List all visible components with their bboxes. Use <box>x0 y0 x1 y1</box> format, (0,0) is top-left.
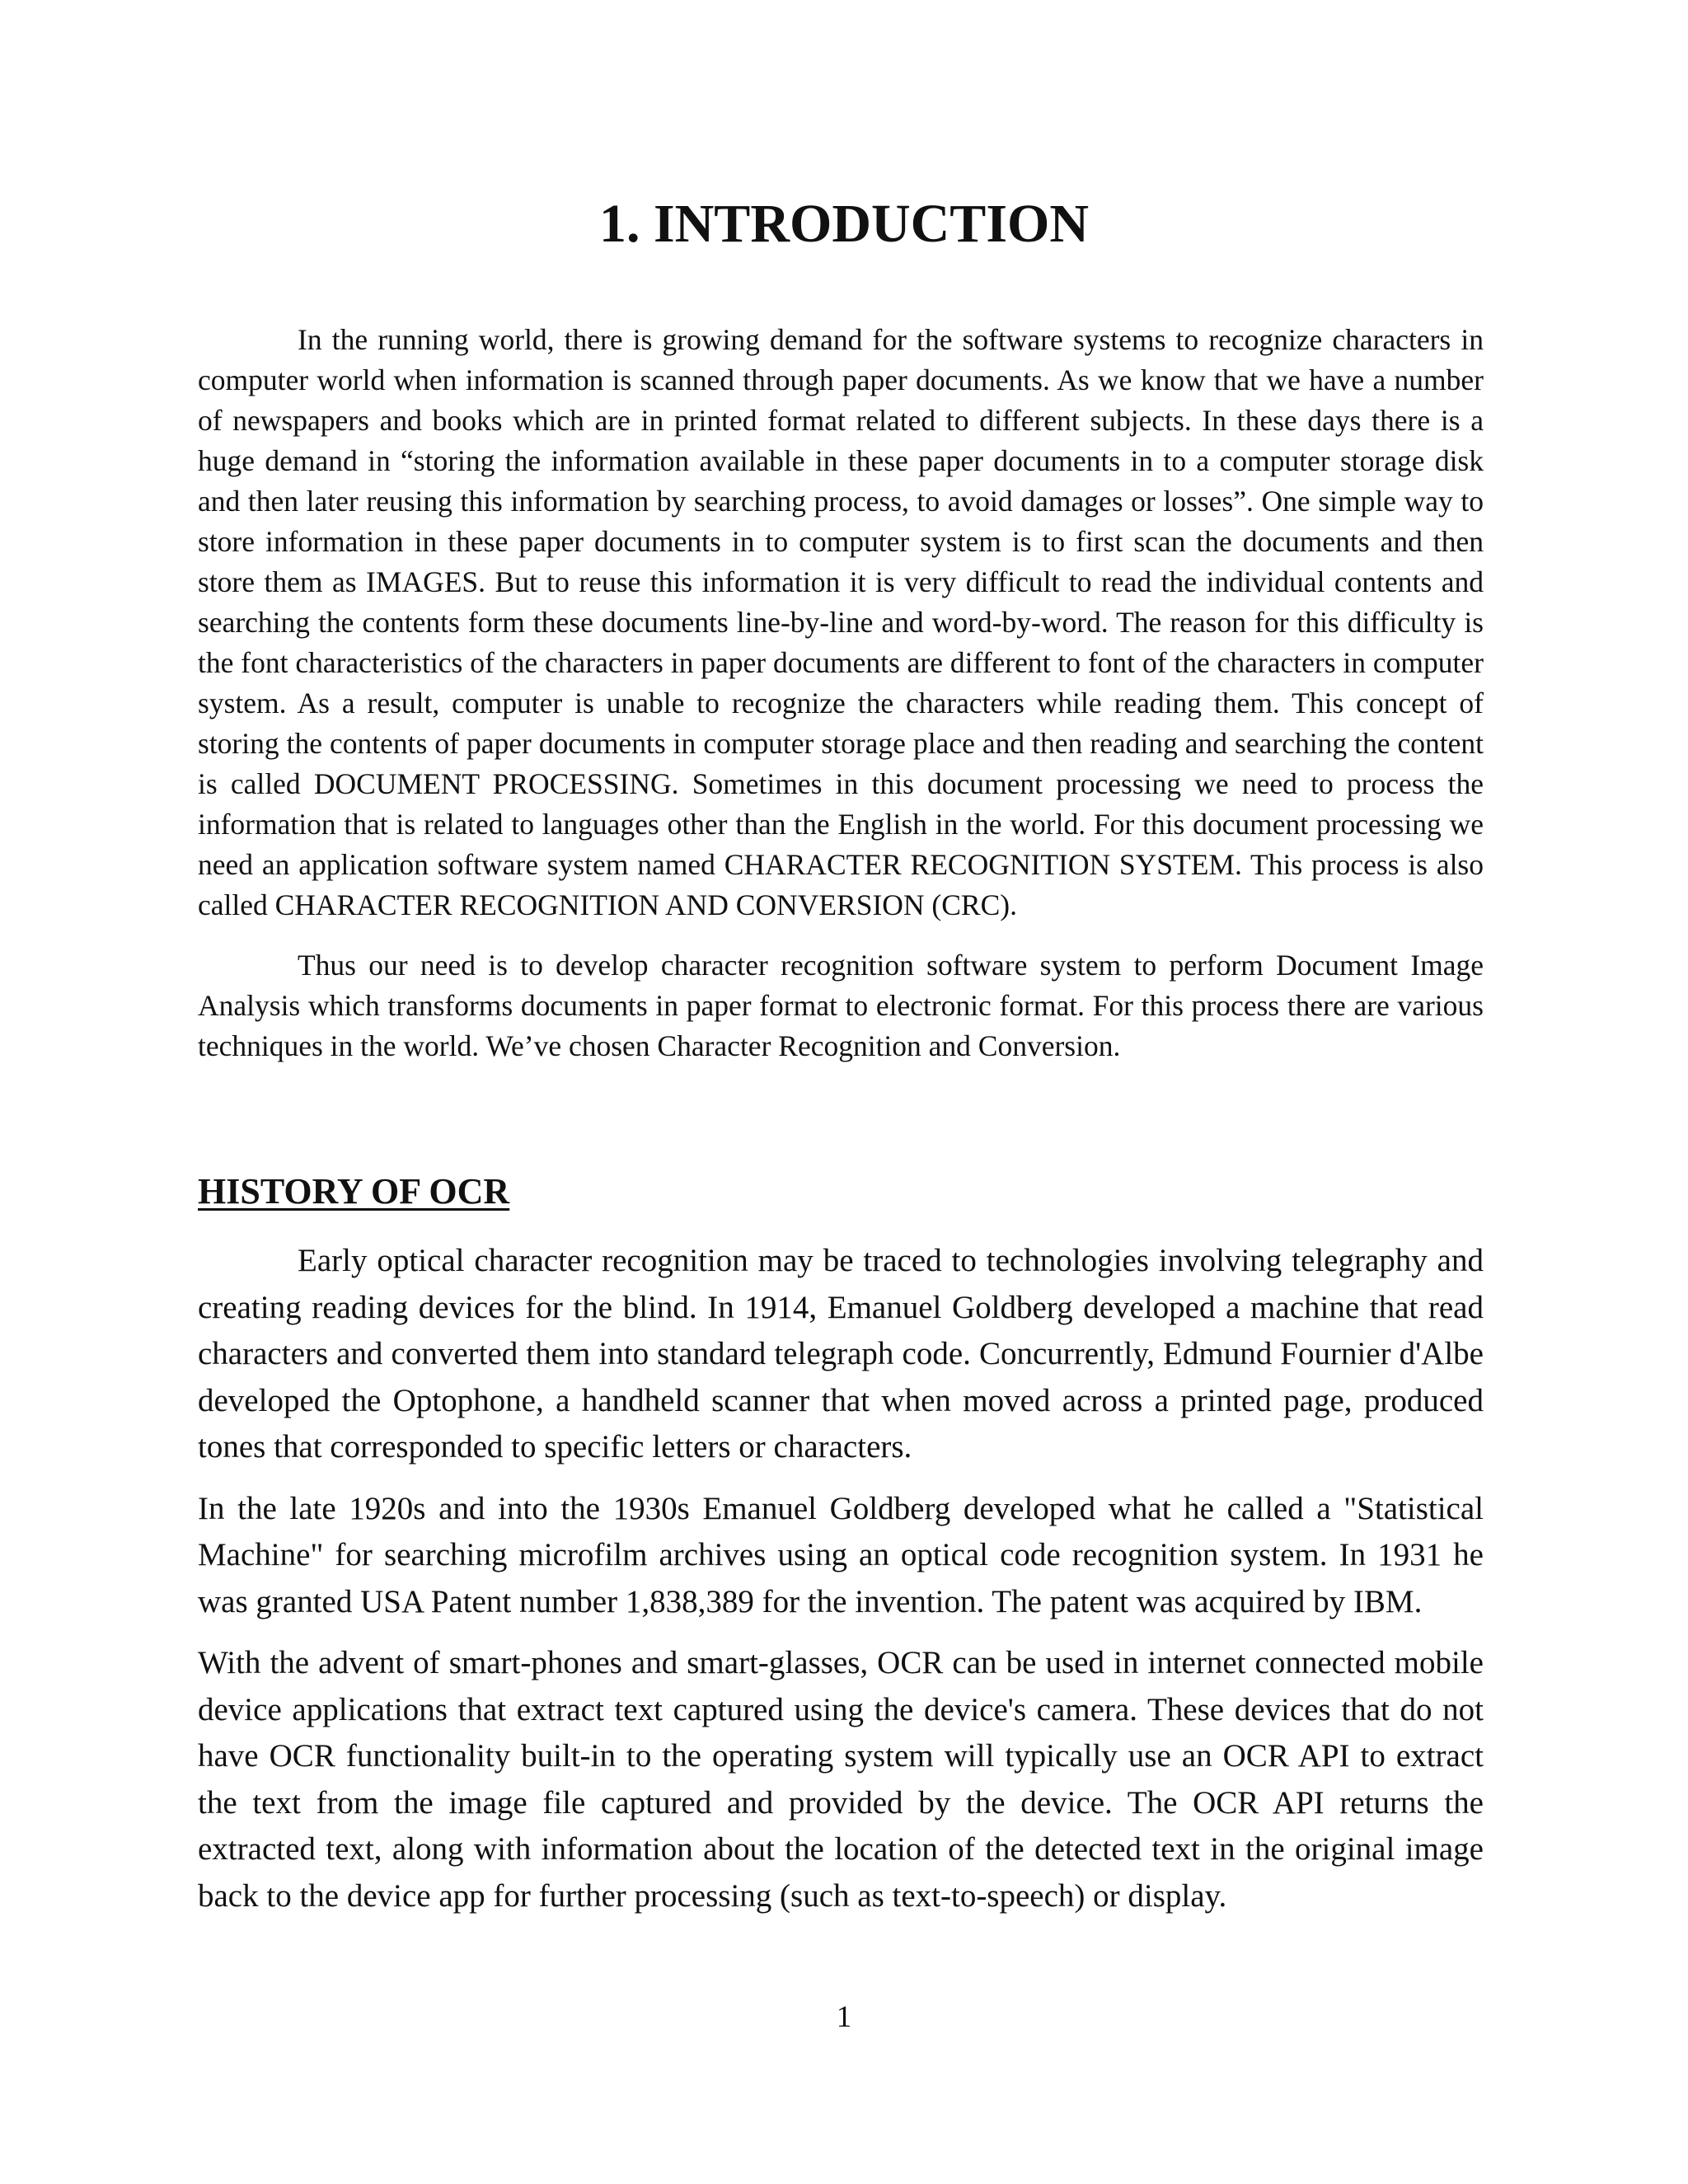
history-paragraph-2: In the late 1920s and into the 1930s Emanuel Goldberg developed what he called a "Statistical Machine" for searching microfilm archives using an optical code recognition system. In 1931 he was granted USA Patent number 1,838,389 for the invention. The patent was acquired by IBM. <box>198 1490 1484 1619</box>
introduction-section <box>198 320 1484 1066</box>
intro-paragraph-1: In the running world, there is growing demand for the software systems to recognize characters in computer world when information is scanned through paper documents. As we know that we have a number of newspapers and books which are in printed format related to different subjects. In these days there is a huge demand in “storing the information available in these paper documents in to a computer storage disk and then later reusing this information by searching process, to avoid damages or losses”. One simple way to store information in these paper documents in to computer system is to first scan the documents and then store them as IMAGES. But to reuse this information it is very difficult to read the individual contents and searching the contents form these documents line-by-line and word-by-word. The reason for this difficulty is the font characteristics of the characters in paper documents are different to font of the characters in computer system. As a result, computer is unable to recognize the characters while reading them. This concept of storing the contents of paper documents in computer storage place and then reading and searching the content is called DOCUMENT PROCESSING. Sometimes in this document processing we need to process the information that is related to languages other than the English in the world. For this document processing we need an application software system named CHARACTER RECOGNITION SYSTEM. This process is also called CHARACTER RECOGNITION AND CONVERSION (CRC). <box>198 323 1484 921</box>
history-section <box>198 1238 1484 1919</box>
history-heading: HISTORY OF OCR <box>198 1171 510 1212</box>
history-paragraph-3: With the advent of smart-phones and smart-glasses, OCR can be used in internet connected mobile device applications that extract text captured using the device's camera. These devices that do not have OCR functionality built-in to the operating system will typically use an OCR API to extract the text from the image file captured and provided by the device. The OCR API returns the extracted text, along with information about the location of the detected text in the original image back to the device app for further processing (such as text-to-speech) or display. <box>198 1645 1484 1914</box>
page-number: 1 <box>836 2000 852 2034</box>
intro-paragraph-2: Thus our need is to develop character recognition software system to perform Document Image Analysis which transforms documents in paper format to electronic format. For this process there are various techniques in the world. We’ve chosen Character Recognition and Conversion. <box>198 949 1484 1062</box>
history-paragraph-1: Early optical character recognition may be traced to technologies involving telegraphy and creating reading devices for the blind. In 1914, Emanuel Goldberg developed a machine that read characters and converted them into standard telegraph code. Concurrently, Edmund Fournier d'Albe developed the Optophone, a handheld scanner that when moved across a printed page, produced tones that corresponded to specific letters or characters. <box>198 1243 1484 1465</box>
chapter-title: 1. INTRODUCTION <box>598 194 1090 254</box>
